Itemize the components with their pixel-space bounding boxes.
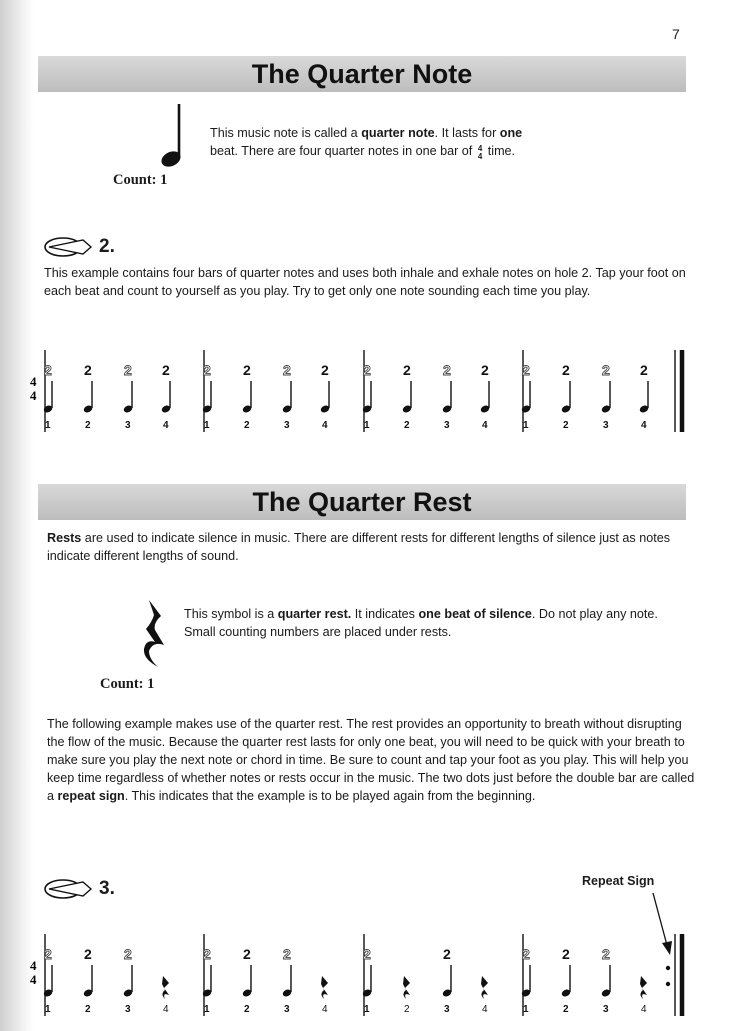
section-title: The Quarter Note: [251, 59, 473, 89]
count-number: 4: [482, 1004, 488, 1015]
quarter-rest: [162, 976, 169, 999]
count-number: 2: [244, 420, 250, 431]
count-number: 3: [284, 1004, 290, 1015]
quarter-rest: [481, 976, 488, 999]
exhale-hole-number: 2: [562, 946, 570, 962]
page-number: 7: [672, 26, 680, 42]
repeat-dot: [666, 966, 670, 970]
count-number: 2: [563, 1004, 569, 1015]
example-2-text: This example contains four bars of quarter notes and uses both inhale and exhale notes on hole 2. Tap your foot on each beat and count to yourself as you play. Try to get only one note sounding each time you play.: [44, 266, 686, 298]
quarter-rest-description: This symbol is a quarter rest. It indicates one beat of silence. Do not play any note. Small counting numbers are placed under rests.: [184, 607, 658, 639]
count-number: 3: [603, 420, 609, 431]
exhale-hole-number: 2: [243, 362, 251, 378]
quarter-rest-icon: [140, 596, 170, 671]
inhale-hole-number: 2: [283, 946, 291, 962]
count-number: 4: [641, 420, 647, 431]
time-signature-inline: 4 4: [477, 144, 483, 161]
quarter-rest: [640, 976, 647, 999]
count-number: 1: [45, 1004, 51, 1015]
count-number: 1: [523, 1004, 529, 1015]
count-number: 2: [563, 420, 569, 431]
count-number: 1: [364, 1004, 370, 1015]
count-number: 4: [482, 420, 488, 431]
exhale-hole-number: 2: [243, 946, 251, 962]
inhale-hole-number: 2: [363, 946, 371, 962]
repeat-sign-label: Repeat Sign: [582, 874, 655, 888]
quarter-note-icon: [150, 100, 190, 172]
count-number: 3: [444, 1004, 450, 1015]
cd-track-icon: [43, 877, 93, 901]
exhale-hole-number: 2: [640, 362, 648, 378]
quarter-note-description: This music note is called a quarter note. It lasts for one beat. There are four quarter notes in one bar of 4 4 time.: [210, 126, 523, 161]
exhale-hole-number: 2: [84, 362, 92, 378]
count-number: 4: [163, 1004, 169, 1015]
inhale-hole-number: 2: [602, 362, 610, 378]
cd-track-icon: [43, 235, 93, 259]
count-number: 3: [125, 420, 131, 431]
example-3-heading: [43, 877, 115, 901]
count-number: 1: [204, 420, 210, 431]
quarter-rest: [403, 976, 410, 999]
harmonica-tab-staff-example-3: [30, 932, 700, 1022]
exhale-hole-number: 2: [403, 362, 411, 378]
rests-intro-text: Rests are used to indicate silence in music. There are different rests for different lengths of silence just as notes indicate different lengths of sound.: [47, 531, 671, 563]
count-number: 3: [284, 420, 290, 431]
inhale-hole-number: 2: [124, 946, 132, 962]
inhale-hole-number: 2: [283, 362, 291, 378]
inhale-hole-number: 2: [522, 946, 530, 962]
count-number: 4: [322, 420, 328, 431]
inhale-hole-number: 2: [44, 946, 52, 962]
inhale-hole-number: 2: [44, 362, 52, 378]
count-number: 4: [322, 1004, 328, 1015]
count-number: 2: [85, 420, 91, 431]
inhale-hole-number: 2: [363, 362, 371, 378]
section-banner-quarter-note: [38, 56, 686, 92]
count-number: 3: [125, 1004, 131, 1015]
inhale-hole-number: 2: [602, 946, 610, 962]
count-number: 1: [204, 1004, 210, 1015]
count-number: 1: [523, 420, 529, 431]
count-number: 3: [444, 420, 450, 431]
exhale-hole-number: 2: [562, 362, 570, 378]
section-title: The Quarter Rest: [252, 487, 472, 517]
exhale-hole-number: 2: [84, 946, 92, 962]
example-number: 3.: [99, 878, 115, 899]
count-number: 1: [364, 420, 370, 431]
time-signature-top: 4: [30, 958, 37, 973]
exhale-hole-number: 2: [481, 362, 489, 378]
count-label: Count: 1: [100, 676, 155, 692]
inhale-hole-number: 2: [203, 946, 211, 962]
count-number: 2: [244, 1004, 250, 1015]
count-number: 1: [45, 420, 51, 431]
count-label: Count: 1: [113, 172, 168, 188]
quarter-rest-paragraph: The following example makes use of the quarter rest. The rest provides an opportunity to breath without disrupting the flow of the music. Because the quarter rest lasts for only one beat, you will need to be quick with your breath to make sure you play the next note or chord in time. Be sure to count and tap your foot as you play. This will help you keep time regardless of whether notes or rests occur in the music. The two dots just before the double bar are called a repeat sign. This indicates that the example is to be played again from the beginning.: [47, 717, 695, 803]
inhale-hole-number: 2: [203, 362, 211, 378]
inhale-hole-number: 2: [124, 362, 132, 378]
count-number: 2: [85, 1004, 91, 1015]
quarter-rest: [321, 976, 328, 999]
time-signature-top: 4: [30, 374, 37, 389]
exhale-hole-number: 2: [162, 362, 170, 378]
time-signature-bottom: 4: [30, 972, 37, 987]
repeat-dot: [666, 982, 670, 986]
time-signature-bottom: 4: [30, 388, 37, 403]
exhale-hole-number: 2: [443, 946, 451, 962]
harmonica-tab-staff-example-2: [30, 348, 700, 438]
count-number: 3: [603, 1004, 609, 1015]
inhale-hole-number: 2: [522, 362, 530, 378]
count-number: 4: [163, 420, 169, 431]
book-spine-shadow: [0, 0, 34, 1031]
example-number: 2.: [99, 236, 115, 257]
inhale-hole-number: 2: [443, 362, 451, 378]
count-number: 4: [641, 1004, 647, 1015]
count-number: 2: [404, 420, 410, 431]
exhale-hole-number: 2: [321, 362, 329, 378]
count-number: 2: [404, 1004, 410, 1015]
example-2-heading: [43, 235, 115, 259]
section-banner-quarter-rest: [38, 484, 686, 520]
